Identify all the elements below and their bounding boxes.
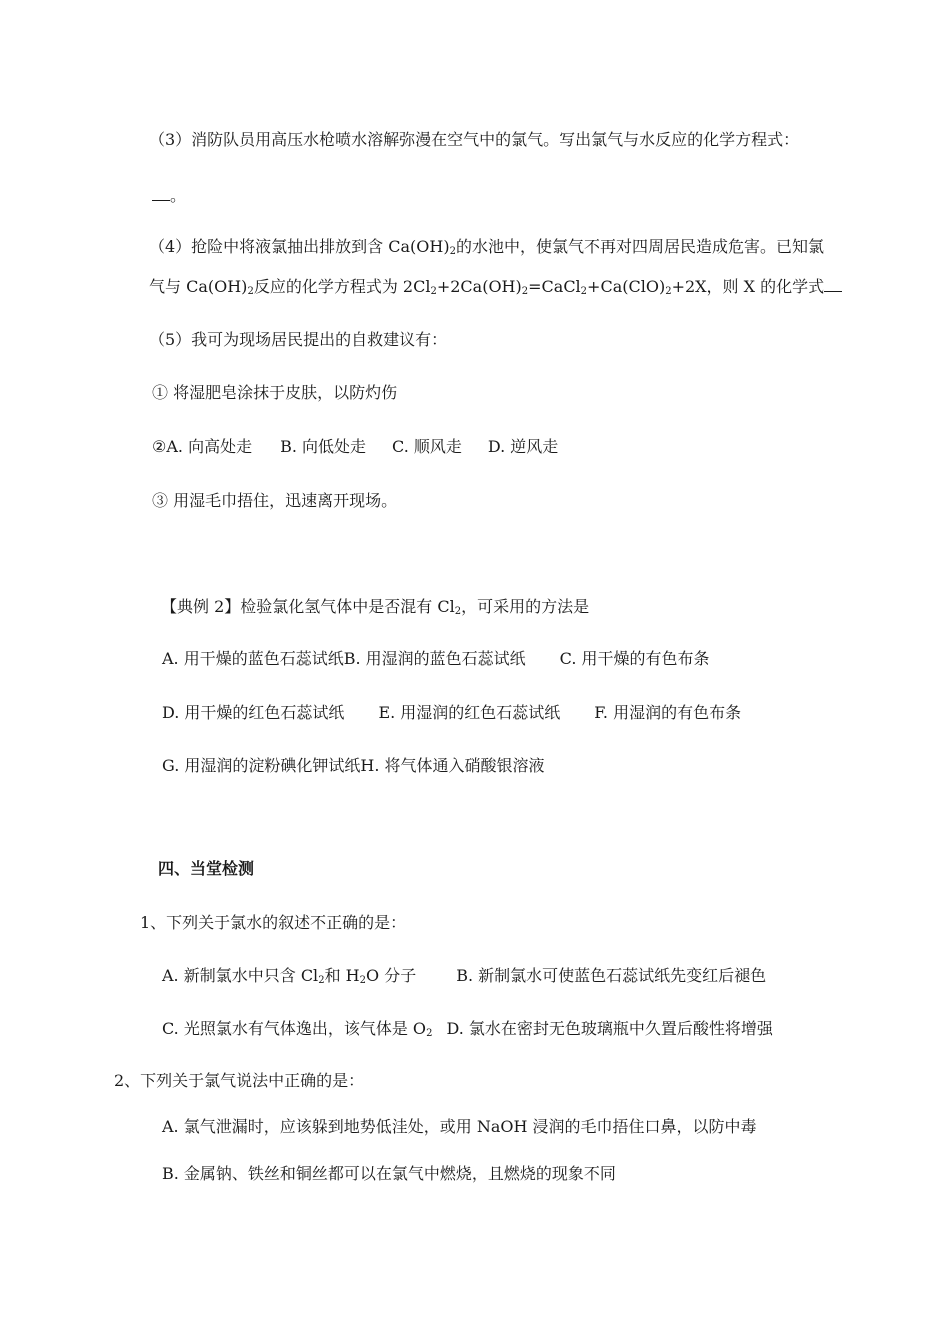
test-question-1: 1、下列关于氯水的叙述不正确的是：	[140, 913, 407, 932]
example-2-options-row-2	[162, 703, 741, 723]
q4-text-g: +Ca(ClO)	[587, 277, 666, 296]
question-4-line-1	[149, 237, 824, 257]
q4-text-d: 反应的化学方程式为 2Cl	[253, 277, 431, 296]
q1-option-c: C. 光照氯水有气体逸出，该气体是 O	[162, 1019, 427, 1038]
q5-item-2	[152, 437, 558, 457]
option-e: E. 用湿润的红色石蕊试纸	[378, 703, 561, 722]
q1-option-a-c: O 分子	[365, 966, 417, 985]
q5-option-d: D. 逆风走	[487, 437, 559, 456]
q5-item-3: ③ 用湿毛巾捂住，迅速离开现场。	[152, 491, 398, 510]
question-3-text: （3）消防队员用高压水枪喷水溶解弥漫在空气中的氯气。写出氯气与水反应的化学方程式：	[149, 130, 800, 149]
example-2-title-a: 【典例 2】检验氯化氢气体中是否混有 Cl	[161, 597, 455, 616]
option-d: D. 用干燥的红色石蕊试纸	[162, 703, 345, 722]
subscript: 2	[449, 246, 456, 257]
q1-option-a-a: A. 新制氯水中只含 Cl	[162, 966, 319, 985]
q4-text-e: +2Ca(OH)	[436, 277, 522, 296]
subscript: 2	[247, 286, 254, 297]
question-5-text: （5）我可为现场居民提出的自救建议有：	[149, 330, 448, 349]
option-g: G. 用湿润的淀粉碘化钾试纸	[162, 756, 361, 775]
example-2-title	[161, 597, 589, 617]
q1-option-b: B. 新制氯水可使蓝色石蕊试纸先变红后褪色	[456, 966, 767, 985]
option-b: B. 用湿润的蓝色石蕊试纸	[343, 649, 526, 668]
q2-option-a: A. 氯气泄漏时，应该躲到地势低洼处，或用 NaOH 浸润的毛巾捂住口鼻，以防中毒	[162, 1117, 757, 1136]
q2-option-b: B. 金属钠、铁丝和铜丝都可以在氯气中燃烧，且燃烧的现象不同	[162, 1164, 616, 1183]
q5-option-c: C. 顺风走	[392, 437, 462, 456]
subscript: 2	[318, 975, 325, 986]
test-q1-row-2	[162, 1019, 773, 1039]
subscript: 2	[521, 286, 529, 297]
answer-blank	[152, 188, 170, 201]
question-4-line-2	[149, 277, 842, 297]
q5-option-a: ②A. 向高处走	[152, 437, 253, 456]
q1-option-a-b: 和 H	[324, 966, 360, 985]
q5-item-1: ① 将湿肥皂涂抹于皮肤，以防灼伤	[152, 383, 398, 402]
subscript: 2	[430, 286, 437, 297]
q4-text-a: （4）抢险中将液氯抽出排放到含 Ca(OH)	[149, 237, 450, 256]
example-2-options-row-1	[162, 649, 710, 669]
question-3-answer-line	[152, 186, 186, 206]
q4-text-b: 的水池中，使氯气不再对四周居民造成危害。已知氯	[455, 237, 824, 256]
q1-option-d: D. 氯水在密封无色玻璃瓶中久置后酸性将增强	[446, 1019, 773, 1038]
option-f: F. 用湿润的有色布条	[594, 703, 742, 722]
subscript: 2	[359, 975, 366, 986]
subscript: 2	[665, 286, 672, 297]
test-q1-row-1	[162, 966, 766, 986]
section-4-heading: 四、当堂检测	[158, 859, 255, 878]
test-question-2: 2、下列关于氯气说法中正确的是：	[114, 1071, 365, 1090]
option-a: A. 用干燥的蓝色石蕊试纸	[162, 649, 344, 668]
answer-end-punct: 。	[170, 186, 187, 205]
example-2-options-row-3	[162, 756, 545, 776]
example-2-title-b: ，可采用的方法是	[461, 597, 590, 616]
subscript: 2	[454, 606, 462, 617]
subscript: 2	[426, 1028, 433, 1039]
q4-text-h: +2X，则 X 的化学式	[671, 277, 825, 296]
answer-blank	[824, 279, 842, 292]
option-h: H. 将气体通入硝酸银溶液	[360, 756, 545, 775]
q5-option-b: B. 向低处走	[280, 437, 367, 456]
q4-text-c: 气与 Ca(OH)	[149, 277, 248, 296]
option-c: C. 用干燥的有色布条	[559, 649, 710, 668]
subscript: 2	[580, 286, 588, 297]
q4-text-f: =CaCl	[528, 277, 581, 296]
